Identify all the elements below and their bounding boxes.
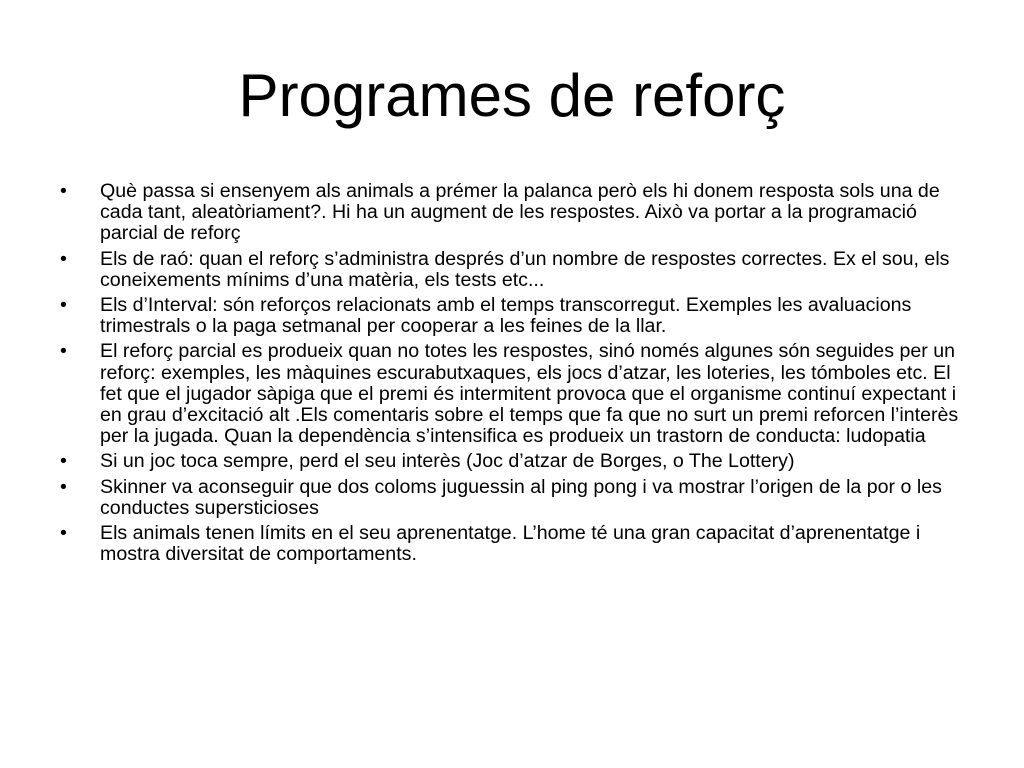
- bullet-item: [60, 341, 966, 447]
- bullet-dot-icon: •: [60, 450, 67, 473]
- bullet-item: [60, 451, 966, 472]
- bullet-dot-icon: •: [60, 247, 67, 270]
- bullet-item: [60, 523, 966, 565]
- bullet-text: Els de raó: quan el reforç s’administra després d’un nombre de respostes correctes. Ex el sou, els coneixements mínims d’una matèria, els tests etc...: [100, 247, 950, 291]
- bullet-text: Què passa si ensenyem als animals a prémer la palanca però els hi donem resposta sols una de cada tant, aleatòriament?. Hi ha un augment de les respostes. Això va portar a la programació parcial de reforç: [100, 180, 940, 245]
- bullet-list: [60, 181, 966, 569]
- bullet-dot-icon: •: [60, 180, 67, 202]
- bullet-dot-icon: •: [60, 340, 67, 363]
- bullet-text: Els d’Interval: són reforços relacionats amb el temps transcorregut. Exemples les avaluacions trimestrals o la paga setmanal per cooperar a les feines de la llar.: [100, 294, 912, 338]
- bullet-text: Els animals tenen límits en el seu aprenentatge. L’home té una gran capacitat d’aprenentatge i mostra diversitat de comportaments.: [100, 522, 921, 566]
- bullet-item: [60, 249, 966, 291]
- bullet-text: El reforç parcial es produeix quan no totes les respostes, sinó només algunes són seguides per un reforç: exemples, les màquines escurabutxaques, els jocs d’atzar, les loteries, les tómboles etc. El fet que el jugador sàpiga que el premi és intermitent provoca que el organisme continuí expectant i en grau d’excitació alt .Els comentaris sobre el temps que fa que no surt un premi reforcen l’interès per la jugada. Quan la dependència s’intensifica es produeix un trastorn de conducta: ludopatia: [100, 340, 959, 448]
- bullet-text: Skinner va aconseguir que dos coloms juguessin al ping pong i va mostrar l’origen de la por o les conductes supersticioses: [100, 475, 942, 519]
- bullet-item: [60, 295, 966, 337]
- bullet-dot-icon: •: [60, 294, 67, 317]
- bullet-text: Si un joc toca sempre, perd el seu interès (Joc d’atzar de Borges, o The Lottery): [100, 450, 795, 473]
- bullet-item: [60, 477, 966, 519]
- bullet-dot-icon: •: [60, 475, 67, 498]
- bullet-item: [60, 181, 966, 245]
- bullet-dot-icon: •: [60, 522, 67, 545]
- slide-title: Programes de reforç: [238, 62, 786, 129]
